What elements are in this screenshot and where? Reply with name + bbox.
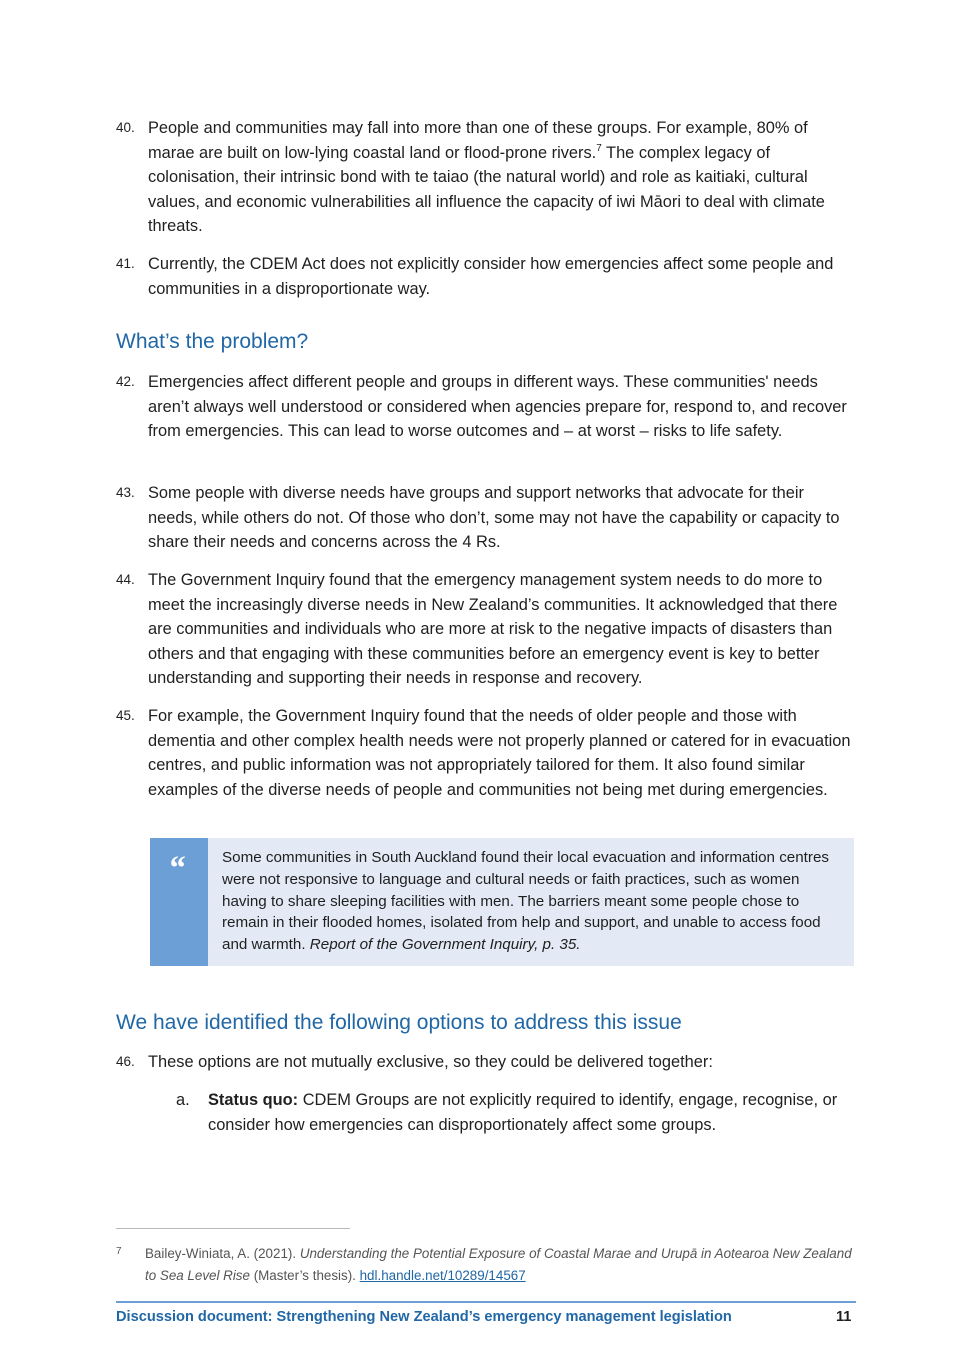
paragraph-text: Some people with diverse needs have groups and support networks that advocate for their needs, while others do not. Of those who don’t, some may not have the capability or capacity to share their needs and concerns across the 4 Rs. [148, 484, 840, 551]
section-heading-problem: What’s the problem? [116, 330, 309, 353]
paragraph-number: 41. [116, 256, 135, 271]
quote-body: Some communities in South Auckland found their local evacuation and information centres were not responsive to language and cultural needs or faith practices, such as women having to share sleeping facilities with men. The barriers meant some people chose to remain in their flooded homes, isolated from help and support, and unable to access food and warmth. [222, 849, 830, 954]
footnote-reference[interactable]: 7 [596, 142, 602, 154]
footer-title: Discussion document: Strengthening New Zealand’s emergency management legislation [116, 1309, 732, 1325]
paragraph-text: For example, the Government Inquiry found that the needs of older people and those with dementia and other complex health needs were not properly planned or catered for in evacuation centres, and public information was not appropriately tailored for them. It also found similar examples of the diverse needs of people and communities not being met during emergencies. [148, 707, 851, 799]
footnote-note: (Master’s thesis). [249, 1267, 360, 1283]
paragraph-text-part: The complex legacy of colonisation, their intrinsic bond with te taiao (the natural world) and role as kaitiaki, cultural values, and economic vulnerabilities all influence the capacity of iwi Māori to deal with climate threats. [148, 143, 825, 235]
paragraph-text: Currently, the CDEM Act does not explicitly consider how emergencies affect some people and communities in a disproportionate way. [148, 255, 834, 298]
paragraph-number: 40. [116, 120, 135, 135]
paragraph-number: 42. [116, 374, 135, 389]
footnote-title: Understanding the Potential Exposure of Coastal Marae and Urupā in Aotearoa New Zealand to Sea Level Rise [145, 1246, 852, 1283]
option-letter: a. [176, 1091, 190, 1109]
quote-mark-icon: “ [168, 850, 185, 887]
page-number: 11 [836, 1309, 852, 1325]
paragraph-text: The Government Inquiry found that the emergency management system needs to do more to meet the increasingly diverse needs in New Zealand’s communities. It acknowledged that there are communities and individuals who are more at risk to the negative impacts of disasters than others and that engaging with these communities before an emergency event is key to better understanding and supporting their needs in response and recovery. [148, 571, 838, 687]
quote-citation: Report of the Government Inquiry, p. 35. [309, 936, 581, 954]
quote-bar [150, 838, 208, 966]
footnote-link[interactable]: hdl.handle.net/10289/14567 [359, 1267, 526, 1283]
option-description: CDEM Groups are not explicitly required to identify, engage, recognise, or consider how emergencies can disproportionately affect some groups. [208, 1091, 838, 1134]
footnote-number: 7 [116, 1246, 122, 1257]
footer-divider [116, 1301, 856, 1303]
paragraph-text: Emergencies affect different people and groups in different ways. These communities' needs aren’t always well understood or considered when agencies prepare for, respond to, and recover from emergencies. This can lead to worse outcomes and – at worst – risks to life safety. [148, 373, 847, 440]
option-text [208, 1088, 848, 1137]
quote-box [150, 838, 854, 966]
option-label: Status quo: [208, 1091, 299, 1109]
paragraph-text [148, 116, 856, 239]
quote-text [222, 847, 842, 956]
paragraph-number: 45. [116, 708, 135, 723]
paragraph-number: 44. [116, 572, 135, 587]
section-heading-options: We have identified the following options to address this issue [116, 1011, 682, 1034]
paragraph-text: These options are not mutually exclusive, so they could be delivered together: [148, 1053, 713, 1071]
paragraph-number: 43. [116, 485, 135, 500]
footnote-author: Bailey-Winiata, A. (2021). [145, 1246, 300, 1261]
paragraph-number: 46. [116, 1054, 135, 1069]
paragraph-text-part: People and communities may fall into more than one of these groups. For example, 80% of marae are built on low-lying coastal land or flood-prone rivers. [148, 119, 808, 162]
footnote-text [145, 1243, 856, 1286]
footnote-divider [116, 1228, 350, 1229]
